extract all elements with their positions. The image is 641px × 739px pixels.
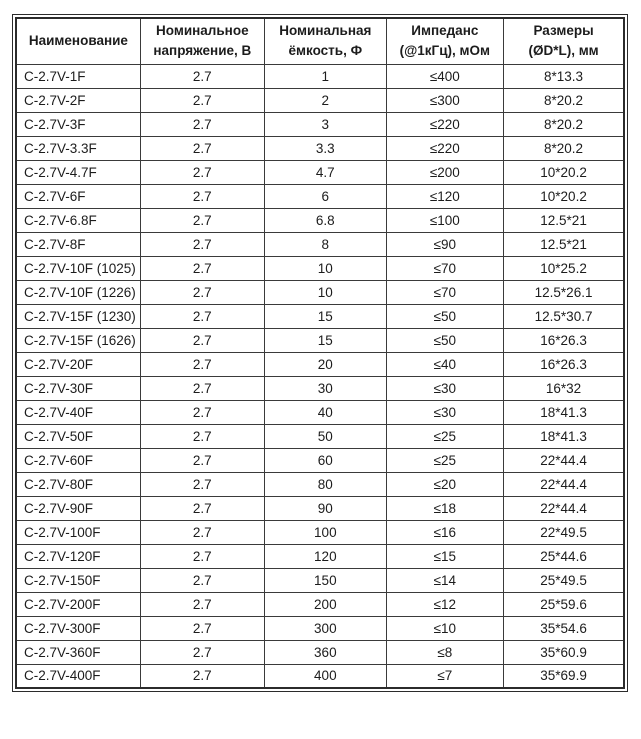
table-row xyxy=(16,88,624,112)
cell-capacitance: 90 xyxy=(264,496,386,520)
cell-capacitance: 1 xyxy=(264,64,386,88)
cell-name: C-2.7V-200F xyxy=(16,592,140,616)
cell-dimensions: 10*20.2 xyxy=(503,160,624,184)
cell-voltage: 2.7 xyxy=(140,88,264,112)
cell-name: C-2.7V-10F (1025) xyxy=(16,256,140,280)
cell-voltage: 2.7 xyxy=(140,184,264,208)
cell-impedance: ≤100 xyxy=(386,208,503,232)
cell-dimensions: 35*54.6 xyxy=(503,616,624,640)
cell-dimensions: 35*60.9 xyxy=(503,640,624,664)
table-row xyxy=(16,592,624,616)
cell-dimensions: 12.5*21 xyxy=(503,232,624,256)
cell-name: C-2.7V-50F xyxy=(16,424,140,448)
table-row xyxy=(16,280,624,304)
cell-capacitance: 100 xyxy=(264,520,386,544)
cell-dimensions: 25*44.6 xyxy=(503,544,624,568)
table-row xyxy=(16,256,624,280)
cell-dimensions: 18*41.3 xyxy=(503,400,624,424)
cell-capacitance: 50 xyxy=(264,424,386,448)
cell-impedance: ≤30 xyxy=(386,400,503,424)
cell-voltage: 2.7 xyxy=(140,496,264,520)
table-frame xyxy=(12,14,628,692)
cell-dimensions: 16*26.3 xyxy=(503,328,624,352)
cell-dimensions: 12.5*30.7 xyxy=(503,304,624,328)
cell-capacitance: 2 xyxy=(264,88,386,112)
cell-dimensions: 22*44.4 xyxy=(503,472,624,496)
table-row xyxy=(16,304,624,328)
cell-impedance: ≤12 xyxy=(386,592,503,616)
cell-voltage: 2.7 xyxy=(140,352,264,376)
table-body xyxy=(16,64,624,688)
cell-voltage: 2.7 xyxy=(140,208,264,232)
cell-name: C-2.7V-2F xyxy=(16,88,140,112)
cell-dimensions: 22*44.4 xyxy=(503,496,624,520)
cell-capacitance: 10 xyxy=(264,280,386,304)
table-row xyxy=(16,424,624,448)
cell-capacitance: 300 xyxy=(264,616,386,640)
cell-impedance: ≤10 xyxy=(386,616,503,640)
cell-dimensions: 22*49.5 xyxy=(503,520,624,544)
cell-dimensions: 16*26.3 xyxy=(503,352,624,376)
cell-voltage: 2.7 xyxy=(140,592,264,616)
cell-name: C-2.7V-4.7F xyxy=(16,160,140,184)
cell-capacitance: 30 xyxy=(264,376,386,400)
cell-voltage: 2.7 xyxy=(140,424,264,448)
cell-impedance: ≤40 xyxy=(386,352,503,376)
cell-name: C-2.7V-80F xyxy=(16,472,140,496)
cell-voltage: 2.7 xyxy=(140,160,264,184)
cell-capacitance: 120 xyxy=(264,544,386,568)
cell-voltage: 2.7 xyxy=(140,376,264,400)
table-row xyxy=(16,112,624,136)
cell-impedance: ≤300 xyxy=(386,88,503,112)
cell-impedance: ≤220 xyxy=(386,136,503,160)
cell-name: C-2.7V-120F xyxy=(16,544,140,568)
cell-impedance: ≤14 xyxy=(386,568,503,592)
cell-impedance: ≤25 xyxy=(386,448,503,472)
table-row xyxy=(16,352,624,376)
cell-impedance: ≤220 xyxy=(386,112,503,136)
cell-impedance: ≤200 xyxy=(386,160,503,184)
cell-voltage: 2.7 xyxy=(140,448,264,472)
cell-name: C-2.7V-40F xyxy=(16,400,140,424)
cell-name: C-2.7V-90F xyxy=(16,496,140,520)
cell-impedance: ≤20 xyxy=(386,472,503,496)
table-row xyxy=(16,472,624,496)
cell-impedance: ≤7 xyxy=(386,664,503,688)
cell-capacitance: 360 xyxy=(264,640,386,664)
cell-voltage: 2.7 xyxy=(140,328,264,352)
cell-capacitance: 3 xyxy=(264,112,386,136)
table-row xyxy=(16,520,624,544)
supercapacitor-spec-table xyxy=(15,17,625,689)
cell-name: C-2.7V-60F xyxy=(16,448,140,472)
cell-name: C-2.7V-360F xyxy=(16,640,140,664)
cell-dimensions: 8*20.2 xyxy=(503,136,624,160)
cell-dimensions: 10*20.2 xyxy=(503,184,624,208)
cell-voltage: 2.7 xyxy=(140,520,264,544)
cell-capacitance: 15 xyxy=(264,328,386,352)
cell-dimensions: 25*59.6 xyxy=(503,592,624,616)
cell-capacitance: 10 xyxy=(264,256,386,280)
table-row xyxy=(16,400,624,424)
cell-dimensions: 8*20.2 xyxy=(503,112,624,136)
cell-voltage: 2.7 xyxy=(140,256,264,280)
cell-capacitance: 40 xyxy=(264,400,386,424)
cell-capacitance: 15 xyxy=(264,304,386,328)
table-row xyxy=(16,376,624,400)
cell-name: C-2.7V-1F xyxy=(16,64,140,88)
cell-voltage: 2.7 xyxy=(140,136,264,160)
cell-impedance: ≤16 xyxy=(386,520,503,544)
cell-capacitance: 60 xyxy=(264,448,386,472)
cell-voltage: 2.7 xyxy=(140,664,264,688)
cell-capacitance: 8 xyxy=(264,232,386,256)
header-row xyxy=(16,18,624,64)
cell-impedance: ≤18 xyxy=(386,496,503,520)
cell-capacitance: 200 xyxy=(264,592,386,616)
cell-name: C-2.7V-3F xyxy=(16,112,140,136)
cell-impedance: ≤120 xyxy=(386,184,503,208)
column-header-voltage: Номинальное напряжение, В xyxy=(140,18,264,64)
cell-dimensions: 35*69.9 xyxy=(503,664,624,688)
cell-name: C-2.7V-400F xyxy=(16,664,140,688)
cell-voltage: 2.7 xyxy=(140,64,264,88)
table-row xyxy=(16,160,624,184)
cell-dimensions: 16*32 xyxy=(503,376,624,400)
cell-name: C-2.7V-300F xyxy=(16,616,140,640)
table-row xyxy=(16,496,624,520)
cell-dimensions: 8*20.2 xyxy=(503,88,624,112)
cell-name: C-2.7V-6F xyxy=(16,184,140,208)
cell-capacitance: 80 xyxy=(264,472,386,496)
cell-impedance: ≤50 xyxy=(386,304,503,328)
cell-name: C-2.7V-6.8F xyxy=(16,208,140,232)
cell-dimensions: 18*41.3 xyxy=(503,424,624,448)
cell-voltage: 2.7 xyxy=(140,112,264,136)
cell-dimensions: 22*44.4 xyxy=(503,448,624,472)
table-row xyxy=(16,640,624,664)
cell-name: C-2.7V-3.3F xyxy=(16,136,140,160)
table-header xyxy=(16,18,624,64)
cell-capacitance: 4.7 xyxy=(264,160,386,184)
table-row xyxy=(16,664,624,688)
cell-capacitance: 6 xyxy=(264,184,386,208)
cell-name: C-2.7V-15F (1230) xyxy=(16,304,140,328)
cell-name: C-2.7V-30F xyxy=(16,376,140,400)
cell-voltage: 2.7 xyxy=(140,472,264,496)
table-row xyxy=(16,184,624,208)
table-row xyxy=(16,328,624,352)
table-row xyxy=(16,232,624,256)
table-row xyxy=(16,64,624,88)
cell-impedance: ≤8 xyxy=(386,640,503,664)
cell-impedance: ≤25 xyxy=(386,424,503,448)
column-header-impedance: Импеданс (@1кГц), мОм xyxy=(386,18,503,64)
column-header-dimensions: Размеры (ØD*L), мм xyxy=(503,18,624,64)
cell-capacitance: 400 xyxy=(264,664,386,688)
column-header-capacitance: Номинальная ёмкость, Ф xyxy=(264,18,386,64)
cell-voltage: 2.7 xyxy=(140,544,264,568)
table-row xyxy=(16,448,624,472)
cell-voltage: 2.7 xyxy=(140,400,264,424)
table-row xyxy=(16,136,624,160)
cell-dimensions: 25*49.5 xyxy=(503,568,624,592)
cell-name: C-2.7V-15F (1626) xyxy=(16,328,140,352)
table-row xyxy=(16,208,624,232)
cell-impedance: ≤50 xyxy=(386,328,503,352)
table-row xyxy=(16,616,624,640)
cell-impedance: ≤90 xyxy=(386,232,503,256)
cell-impedance: ≤70 xyxy=(386,280,503,304)
cell-name: C-2.7V-8F xyxy=(16,232,140,256)
cell-name: C-2.7V-10F (1226) xyxy=(16,280,140,304)
cell-capacitance: 150 xyxy=(264,568,386,592)
cell-voltage: 2.7 xyxy=(140,280,264,304)
cell-name: C-2.7V-100F xyxy=(16,520,140,544)
cell-impedance: ≤15 xyxy=(386,544,503,568)
cell-impedance: ≤30 xyxy=(386,376,503,400)
cell-capacitance: 20 xyxy=(264,352,386,376)
cell-voltage: 2.7 xyxy=(140,304,264,328)
cell-capacitance: 6.8 xyxy=(264,208,386,232)
cell-capacitance: 3.3 xyxy=(264,136,386,160)
cell-name: C-2.7V-20F xyxy=(16,352,140,376)
column-header-name: Наименование xyxy=(16,18,140,64)
cell-dimensions: 8*13.3 xyxy=(503,64,624,88)
cell-voltage: 2.7 xyxy=(140,232,264,256)
cell-dimensions: 10*25.2 xyxy=(503,256,624,280)
cell-impedance: ≤400 xyxy=(386,64,503,88)
cell-impedance: ≤70 xyxy=(386,256,503,280)
cell-dimensions: 12.5*21 xyxy=(503,208,624,232)
cell-voltage: 2.7 xyxy=(140,640,264,664)
table-row xyxy=(16,568,624,592)
cell-dimensions: 12.5*26.1 xyxy=(503,280,624,304)
cell-name: C-2.7V-150F xyxy=(16,568,140,592)
cell-voltage: 2.7 xyxy=(140,616,264,640)
cell-voltage: 2.7 xyxy=(140,568,264,592)
table-row xyxy=(16,544,624,568)
